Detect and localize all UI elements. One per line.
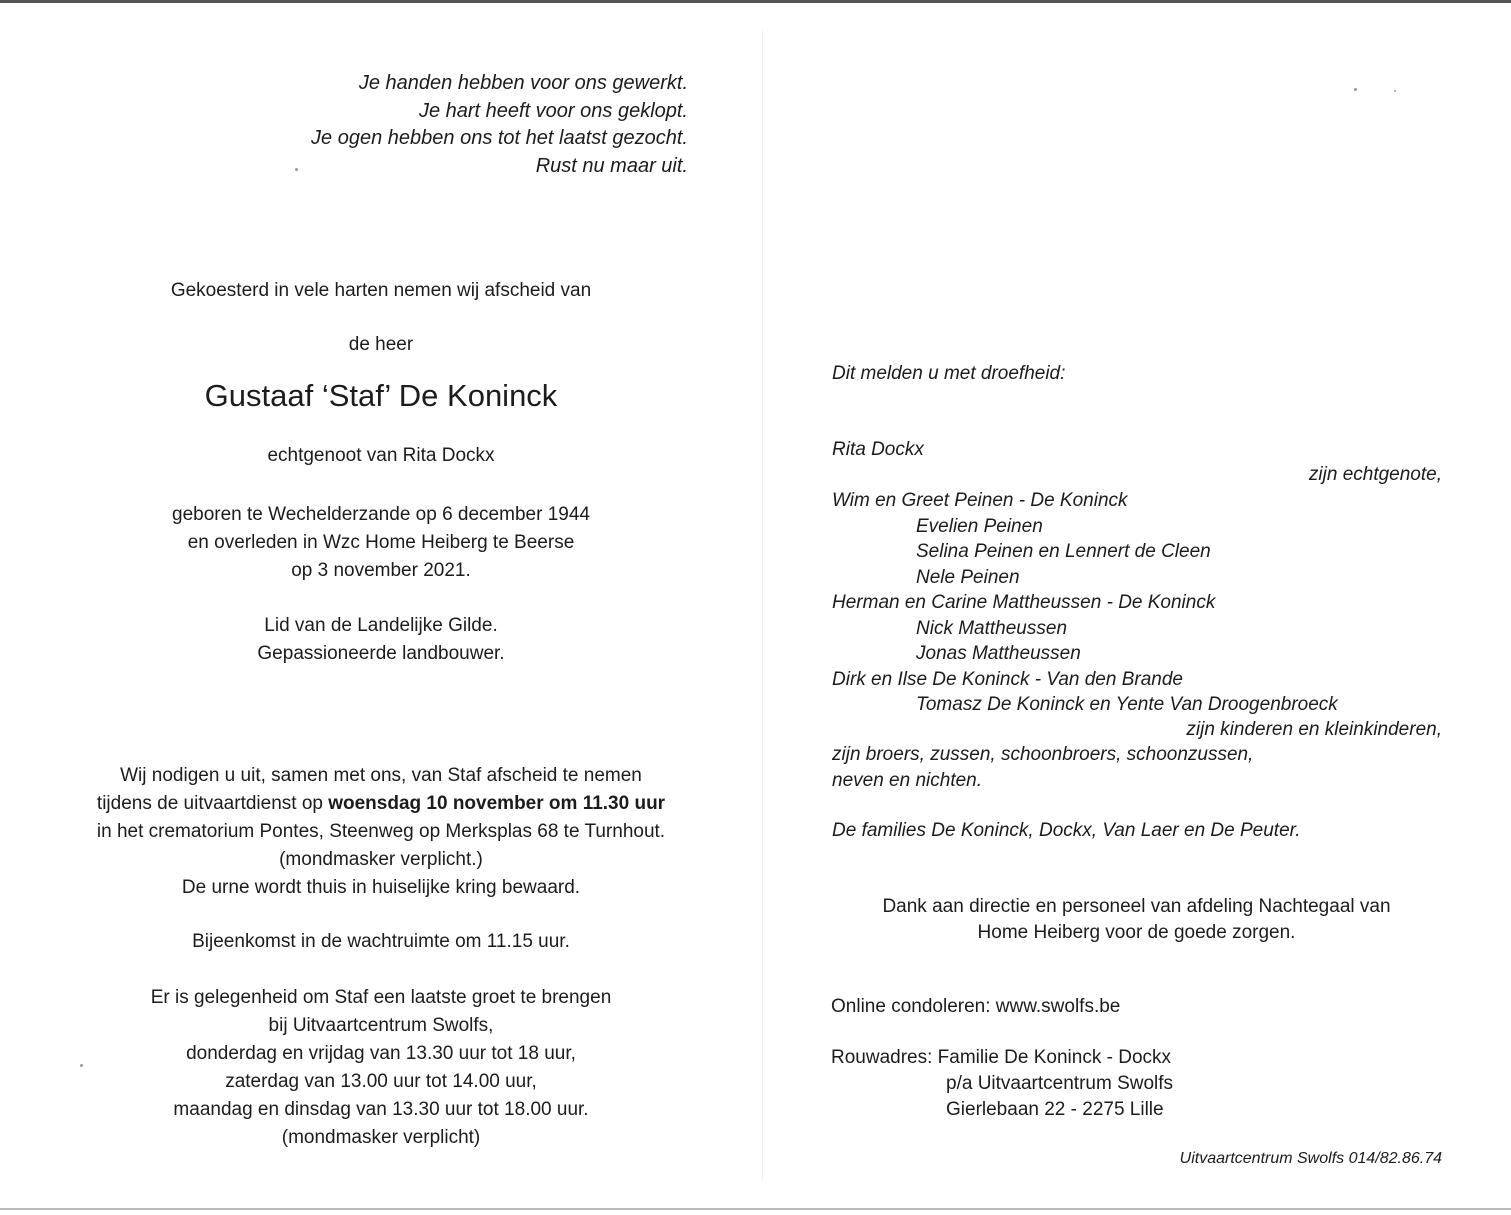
- visitation-line: maandag en dinsdag van 13.30 uur tot 18.00 uur.: [173, 1099, 589, 1120]
- condolence-line: Online condoleren: www.swolfs.be: [831, 996, 1121, 1017]
- honorific: [0, 331, 762, 359]
- right-page: [762, 0, 1511, 1215]
- death-date-line: op 3 november 2021.: [291, 560, 471, 581]
- funeral-invitation: [0, 762, 762, 902]
- invite-prefix: tijdens de uitvaartdienst op: [96, 793, 329, 814]
- families-line: De families De Koninck, Dockx, Van Laer en De Peuter.: [832, 820, 1301, 841]
- birth-death-info: [0, 501, 762, 585]
- print-speck: [80, 1064, 83, 1067]
- family-member: Dirk en Ilse De Koninck - Van den Brande: [832, 668, 1183, 690]
- poem-line: Je ogen hebben ons tot het laatst gezocht.: [311, 127, 688, 149]
- mourning-address: [831, 1045, 1171, 1071]
- poem-line: Je handen hebben voor ons gewerkt.: [358, 72, 688, 94]
- online-condolence: [831, 994, 1120, 1020]
- poem: [311, 70, 688, 180]
- print-speck: [295, 168, 298, 171]
- gathering-note: [0, 928, 762, 956]
- funeral-home-footer: Uitvaartcentrum Swolfs 014/82.86.74: [1179, 1150, 1442, 1167]
- invite-line-service: [0, 790, 762, 818]
- intro-text: [0, 277, 762, 305]
- thanks-line: Home Heiberg voor de goede zorgen.: [977, 922, 1296, 943]
- address-line: Familie De Koninck - Dockx: [937, 1047, 1172, 1068]
- invite-line: in het crematorium Pontes, Steenweg op Merksplas 68 te Turnhout.: [96, 821, 666, 842]
- visitation-line: donderdag en vrijdag van 13.30 uur tot 18 uur,: [186, 1043, 576, 1064]
- visitation-line: zaterdag van 13.00 uur tot 14.00 uur,: [225, 1071, 537, 1092]
- thanks-text: [762, 894, 1511, 946]
- siblings-line: zijn broers, zussen, schoonbroers, schoonzussen,: [832, 744, 1254, 765]
- birth-line: geboren te Wechelderzande op 6 december 1944: [172, 504, 590, 525]
- address-line: p/a Uitvaartcentrum Swolfs: [946, 1073, 1174, 1094]
- widow-name: Rita Dockx: [832, 439, 924, 460]
- address-line: Gierlebaan 22 - 2275 Lille: [946, 1099, 1164, 1120]
- address-continued: [946, 1071, 1173, 1123]
- invite-line: De urne wordt thuis in huiselijke kring bewaard.: [181, 877, 581, 898]
- visitation-line: bij Uitvaartcentrum Swolfs,: [268, 1015, 494, 1036]
- service-datetime: woensdag 10 november om 11.30 uur: [328, 793, 666, 814]
- bio-line: Lid van de Landelijke Gilde.: [264, 615, 498, 636]
- honorific-line: de heer: [348, 334, 414, 355]
- announcement: Dit melden u met droefheid:: [832, 363, 1066, 384]
- siblings-text: [832, 742, 1253, 793]
- thanks-line: Dank aan directie en personeel van afdeling Nachtegaal van: [882, 896, 1391, 917]
- spouse-line: [0, 442, 762, 470]
- family-member: Nick Mattheussen: [916, 617, 1068, 639]
- family-member: Evelien Peinen: [916, 515, 1043, 537]
- family-member: Jonas Mattheussen: [916, 643, 1081, 664]
- visitation-line: Er is gelegenheid om Staf een laatste groet te brengen: [150, 987, 612, 1008]
- visitation-line: (mondmasker verplicht): [281, 1127, 481, 1148]
- print-speck: [1394, 90, 1396, 92]
- name-line: Gustaaf ‘Staf’ De Koninck: [204, 378, 558, 413]
- spouse-text: echtgenoot van Rita Dockx: [267, 445, 495, 466]
- deceased-name: [0, 378, 762, 414]
- death-place-line: en overleden in Wzc Home Heiberg te Beerse: [187, 532, 575, 553]
- bio: [0, 612, 762, 668]
- visitation-info: [0, 984, 762, 1152]
- invite-line: (mondmasker verplicht.): [279, 849, 483, 870]
- family-list: [832, 488, 1338, 718]
- print-speck: [1354, 88, 1357, 91]
- family-member: Herman en Carine Mattheussen - De Koninck: [832, 592, 1216, 613]
- poem-line: Rust nu maar uit.: [535, 154, 688, 177]
- address-label: Rouwadres:: [831, 1047, 938, 1068]
- address-row: [831, 1045, 1171, 1071]
- intro-line: Gekoesterd in vele harten nemen wij afscheid van: [170, 280, 592, 301]
- family-member: Wim en Greet Peinen - De Koninck: [832, 490, 1128, 511]
- bio-line: Gepassioneerde landbouwer.: [257, 643, 505, 664]
- family-member: Tomasz De Koninck en Yente Van Droogenbroeck: [916, 694, 1338, 715]
- children-role: zijn kinderen en kleinkinderen,: [1186, 719, 1442, 740]
- family-member: Nele Peinen: [916, 566, 1020, 588]
- family-member: Selina Peinen en Lennert de Cleen: [916, 541, 1211, 562]
- widow-role: zijn echtgenote,: [1308, 464, 1442, 485]
- poem-line: Je hart heeft voor ons geklopt.: [418, 99, 688, 122]
- invite-line: Wij nodigen u uit, samen met ons, van Staf afscheid te nemen: [120, 765, 642, 786]
- gathering-line: Bijeenkomst in de wachtruimte om 11.15 uur.: [192, 931, 570, 952]
- siblings-line: neven en nichten.: [832, 769, 983, 791]
